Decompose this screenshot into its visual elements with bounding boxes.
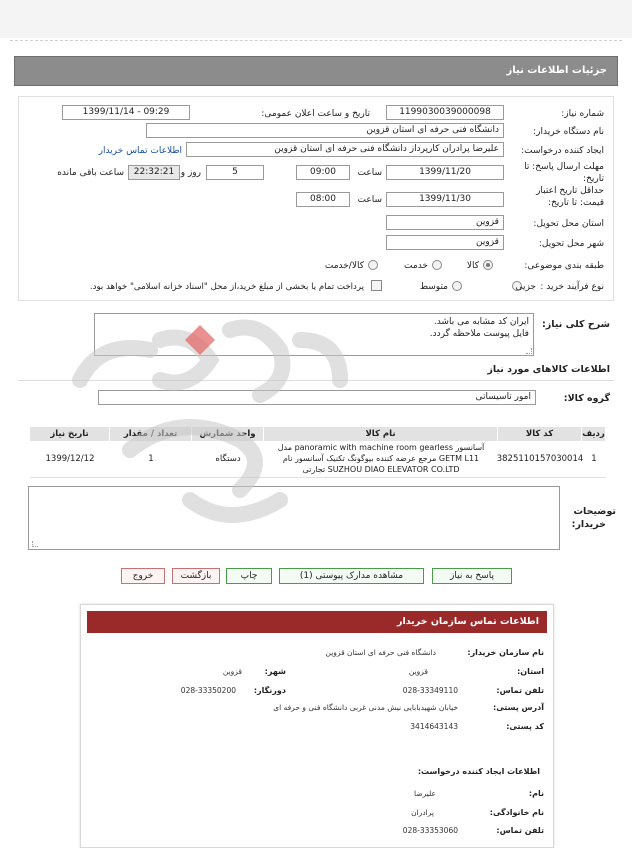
resize-grip-icon[interactable]: [526, 348, 532, 354]
process-medium-radio[interactable]: [452, 281, 462, 291]
creator-phone-label: تلفن تماس:: [496, 826, 544, 835]
top-strip: [0, 0, 632, 38]
contact-city-value: قزوین: [222, 667, 242, 676]
org-name-value: دانشگاه فنی حرفه ای استان قزوین: [325, 648, 436, 657]
back-button[interactable]: بازگشت: [172, 568, 220, 584]
address-label: آدرس پستی:: [493, 703, 544, 712]
creator-family-value: پرادران: [411, 808, 434, 817]
top-rule: [10, 40, 622, 41]
process-minor-label: جزیی: [515, 282, 536, 292]
print-button[interactable]: چاپ: [226, 568, 272, 584]
validity-time-label: ساعت: [357, 195, 382, 205]
deadline-label: مهلت ارسال پاسخ: تا: [524, 162, 604, 172]
col-code: کد کالا: [498, 427, 582, 441]
category-goods-label: کالا: [466, 261, 479, 271]
province-label: استان محل تحویل:: [533, 219, 604, 229]
row-index: 1: [591, 454, 597, 464]
row-unit: دستگاه: [215, 454, 241, 464]
goods-group-field: امور تاسیساتی: [98, 390, 536, 405]
days-label: روز و: [180, 168, 201, 178]
col-qty: تعداد / مقدار: [110, 427, 192, 441]
creator-phone-value: 028-33353060: [402, 826, 458, 835]
category-goods-service-label: کالا/خدمت: [324, 261, 364, 271]
row-qty: 1: [148, 454, 154, 464]
col-unit: واحد شمارش: [192, 427, 264, 441]
category-goods-radio[interactable]: [483, 260, 493, 270]
col-date: تاریخ نیاز: [30, 427, 110, 441]
buyer-notes-label-2: خریدار:: [571, 519, 606, 530]
category-goods-service-radio[interactable]: [368, 260, 378, 270]
watermark-logo: [40, 300, 380, 540]
creator-family-label: نام خانوادگی:: [489, 808, 544, 817]
city-label: شهر محل تحویل:: [538, 239, 604, 249]
creator-info-title: اطلاعات ایجاد کننده درخواست:: [417, 767, 540, 776]
validity-label: حداقل تاریخ اعتبار: [536, 186, 604, 196]
treasury-checkbox[interactable]: [371, 280, 382, 291]
col-name: نام کالا: [264, 427, 498, 441]
contact-buyer-link[interactable]: اطلاعات تماس خریدار: [98, 146, 182, 156]
creator-field: علیرضا پرادران کارپرداز دانشگاه فنی حرفه ای استان قزوین: [186, 142, 504, 157]
creator-label: ایجاد کننده درخواست:: [521, 146, 604, 156]
category-label: طبقه بندی موضوعی:: [524, 261, 604, 271]
row-name-3: SUZHOU DIAO ELEVATOR CO.LTD تجارتی: [302, 465, 460, 474]
contact-title: اطلاعات تماس سازمان خریدار: [396, 616, 539, 627]
contact-city-label: شهر:: [264, 667, 286, 676]
need-number-label: شماره نیاز:: [561, 109, 604, 119]
row-name-1: آسانسور panoramic with machine room gearless مدل: [277, 443, 485, 452]
process-label: نوع فرآیند خرید :: [540, 282, 604, 292]
row-code: 3825110157030014: [496, 454, 584, 464]
validity-label-2: قیمت: تا تاریخ:: [548, 198, 604, 208]
validity-date-field: 1399/11/30: [386, 192, 504, 207]
process-medium-label: متوسط: [419, 282, 448, 292]
creator-name-label: نام:: [528, 789, 544, 798]
contact-phone-label: تلفن تماس:: [496, 686, 544, 695]
resize-grip-icon[interactable]: [32, 541, 38, 547]
buyer-notes-label: توضیحات: [573, 506, 616, 517]
address-value: خیابان شهیدبابایی نیش مدنی غربی دانشگاه فنی و حرفه ای: [273, 703, 458, 712]
contact-province-value: قزوین: [408, 667, 428, 676]
city-field: قزوین: [386, 235, 504, 250]
deadline-date-field: 1399/11/20: [386, 165, 504, 180]
deadline-label-2: تاریخ:: [583, 174, 604, 184]
deadline-time-field: 09:00: [296, 165, 350, 180]
treasury-note: پرداخت تمام یا بخشی از مبلغ خرید،از محل "اسناد خزانه اسلامی" خواهد بود.: [89, 282, 364, 292]
announce-field: 1399/11/14 - 09:29: [62, 105, 190, 120]
contact-panel: [80, 604, 554, 848]
org-name-label: نام سازمان خریدار:: [467, 648, 544, 657]
validity-time-field: 08:00: [296, 192, 350, 207]
contact-header: [87, 611, 547, 633]
summary-line-2: فایل پیوست ملاحظه گردد.: [429, 329, 529, 339]
exit-button[interactable]: خروج: [121, 568, 165, 584]
contact-phone-value: 028-33349110: [402, 686, 458, 695]
days-field: 5: [206, 165, 264, 180]
buyer-field: دانشگاه فنی حرفه ای استان قزوین: [146, 123, 504, 138]
creator-name-value: علیرضا: [413, 789, 436, 798]
category-service-label: خدمت: [404, 261, 428, 271]
goods-group-label: گروه کالا:: [563, 393, 610, 404]
category-service-radio[interactable]: [432, 260, 442, 270]
reply-button[interactable]: پاسخ به نیاز: [432, 568, 512, 584]
postal-code-value: 3414643143: [410, 722, 458, 731]
remaining-time-field: 22:32:21: [128, 165, 180, 180]
summary-line-1: ایران کد مشابه می باشد.: [433, 317, 529, 327]
deadline-time-label: ساعت: [357, 168, 382, 178]
fax-value: 028-33350200: [180, 686, 236, 695]
row-date: 1399/12/12: [45, 454, 95, 464]
view-attachments-button[interactable]: مشاهده مدارک پیوستی (1): [279, 568, 424, 584]
row-name-2: GETM L11 مرجع عرضه کننده بیوگونگ تکنیک آسانسور نام: [282, 454, 480, 463]
postal-code-label: کد پستی:: [506, 722, 544, 731]
remaining-label: ساعت باقی مانده: [57, 168, 124, 178]
need-number-field: 1199030039000098: [386, 105, 504, 120]
fax-label: دورنگار:: [253, 686, 286, 695]
announce-label: تاریخ و ساعت اعلان عمومی:: [261, 109, 370, 119]
buyer-label: نام دستگاه خریدار:: [533, 127, 604, 137]
contact-province-label: استان:: [517, 667, 544, 676]
page-title: جزئیات اطلاعات نیاز: [506, 65, 607, 76]
details-header: [14, 56, 618, 86]
province-field: قزوین: [386, 215, 504, 230]
col-index: ردیف: [582, 429, 605, 439]
goods-section-title: اطلاعات کالاهای مورد نیاز: [487, 364, 610, 375]
summary-label: شرح کلی نیاز:: [541, 319, 610, 330]
